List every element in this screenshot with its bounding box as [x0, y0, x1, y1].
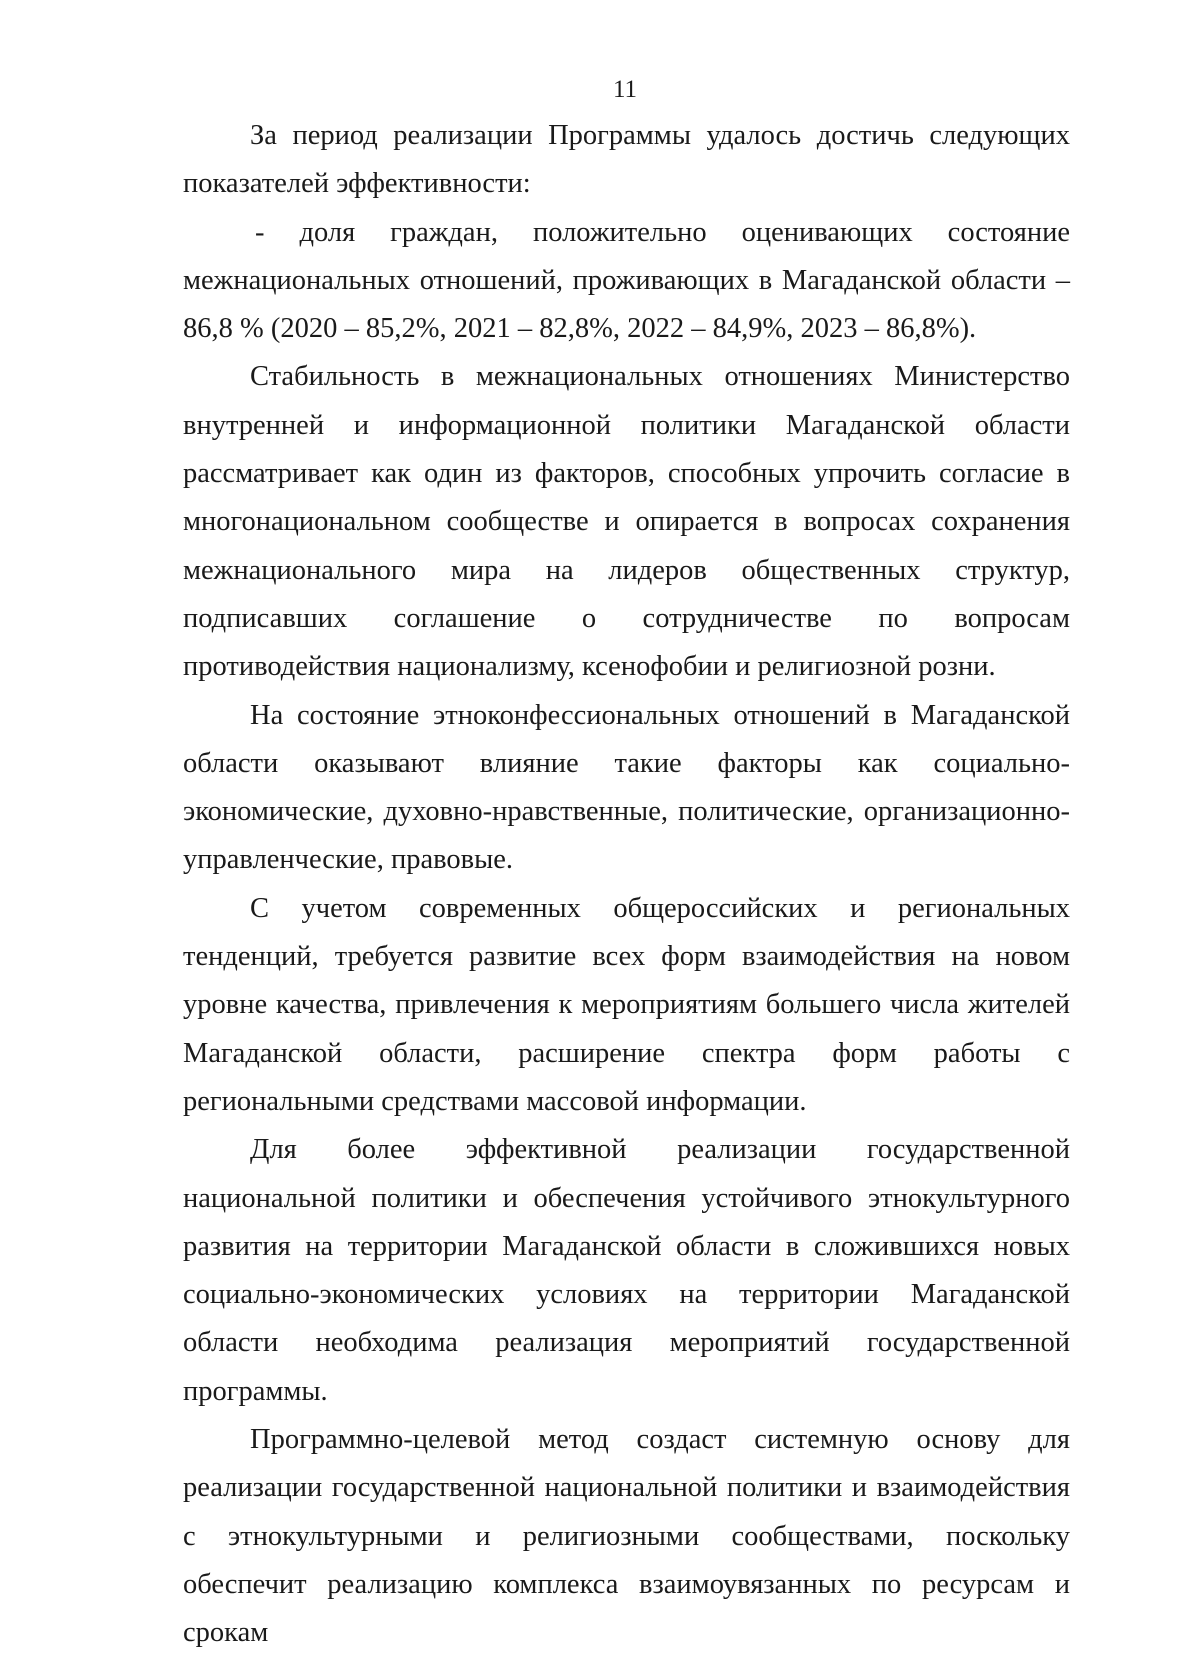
body-text	[183, 112, 1070, 1658]
paragraph-indicator-item: - доля граждан, положительно оценивающих состояние межнациональных отношений, проживающих в Магаданской области – 86,8 % (2020 – 85,2%, 2021 – 82,8%, 2022 – 84,9%, 2023 – 86,8%).	[183, 216, 1070, 345]
page-number: 11	[612, 76, 638, 103]
paragraph-factors: На состояние этноконфессиональных отношений в Магаданской области оказывают влияние такие факторы как социально-экономические, духовно-нравственные, политические, организационно-управленческие, правовые.	[183, 699, 1070, 876]
paragraph-stability: Стабильность в межнациональных отношениях Министерство внутренней и информационной политики Магаданской области рассматривает как один из факторов, способных упрочить согласие в многонациональном сообществе и опирается в вопросах сохранения межнационального мира на лидеров общественных структур, подписавших соглашение о сотрудничестве по вопросам противодействия национализму, ксенофобии и религиозной розни.	[183, 361, 1070, 683]
paragraph-indicators-intro: За период реализации Программы удалось достичь следующих показателей эффективности:	[183, 120, 1070, 200]
paragraph-trends: С учетом современных общероссийских и региональных тенденций, требуется развитие всех форм взаимодействия на новом уровне качества, привлечения к мероприятиям большего числа жителей Магаданской области, расширение спектра форм работы с региональными средствами массовой информации.	[183, 892, 1070, 1117]
paragraph-program-method: Программно-целевой метод создаст системную основу для реализации государственной национальной политики и взаимодействия с этнокультурными и религиозными сообществами, поскольку обеспечит реализацию комплекса взаимоувязанных по ресурсам и срокам	[183, 1424, 1070, 1649]
paragraph-program-need: Для более эффективной реализации государственной национальной политики и обеспечения устойчивого этнокультурного развития на территории Магаданской области в сложившихся новых социально-экономических условиях на территории Магаданской области необходима реализация мероприятий государственной программы.	[183, 1134, 1070, 1407]
